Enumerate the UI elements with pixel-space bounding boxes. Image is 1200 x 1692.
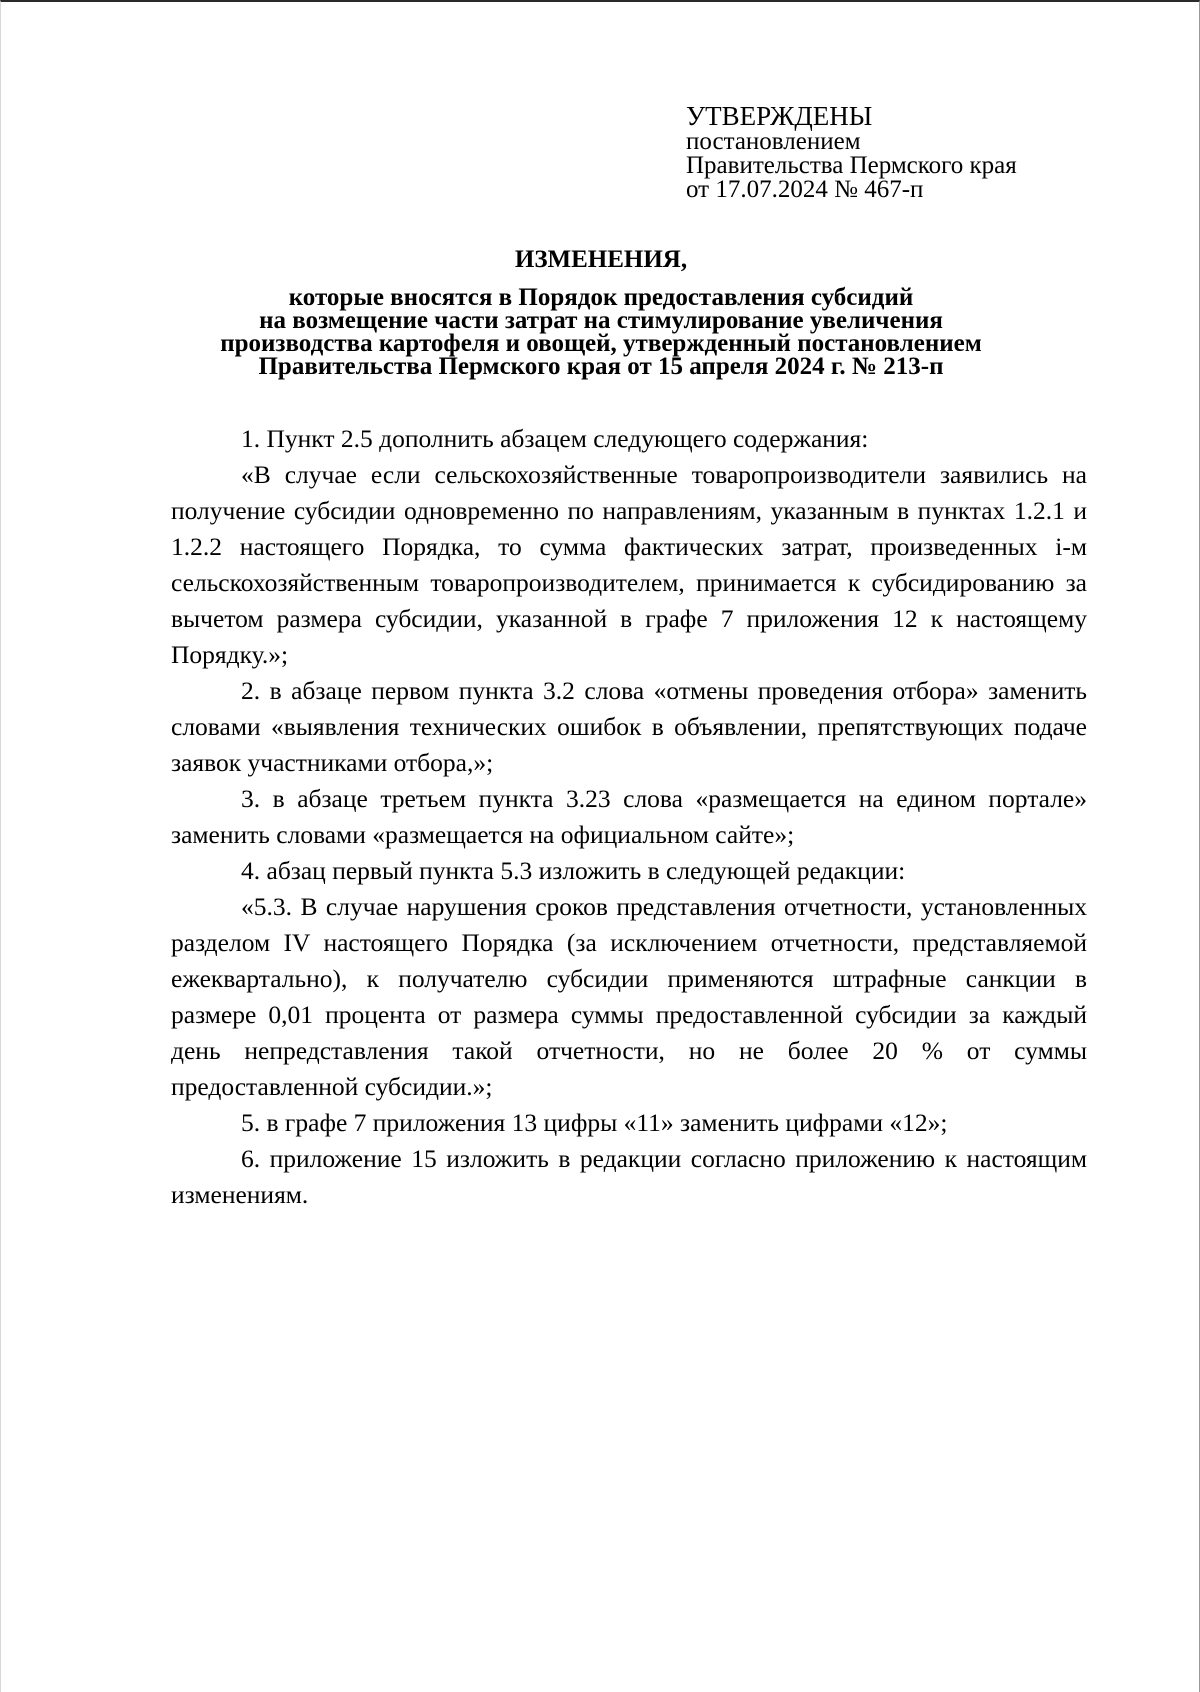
document-title: ИЗМЕНЕНИЯ, xyxy=(514,246,688,273)
paragraph-8: 6. приложение 15 изложить в редакции согласно приложению к настоящим изменениям. xyxy=(171,1144,1087,1209)
paragraph-7: 5. в графе 7 приложения 13 цифры «11» заменить цифрами «12»; xyxy=(241,1108,948,1137)
approval-line-3: от 17.07.2024 № 467-п xyxy=(686,176,924,203)
subtitle-line-2: на возмещение части затрат на стимулирование увеличения xyxy=(259,307,943,334)
paragraph-5: 4. абзац первый пункта 5.3 изложить в следующей редакции: xyxy=(241,856,906,885)
document-body xyxy=(171,421,1087,1213)
approval-line-2: Правительства Пермского края xyxy=(686,152,1017,179)
paragraph-1: 1. Пункт 2.5 дополнить абзацем следующего содержания: xyxy=(241,424,869,453)
approval-stamp xyxy=(686,102,1166,202)
approval-line-1: постановлением xyxy=(686,128,861,155)
paragraph-3: 2. в абзаце первом пункта 3.2 слова «отмены проведения отбора» заменить словами «выявления технических ошибок в объявлении, препятствующих подаче заявок участниками отбора,»; xyxy=(171,676,1087,777)
document-subtitle xyxy=(151,286,1051,378)
paragraph-2: «В случае если сельскохозяйственные товаропроизводители заявились на получение субсидии одновременно по направлениям, указанным в пунктах 1.2.1 и 1.2.2 настоящего Порядка, то сумма фактических затрат, произведенных i-м сельскохозяйственным товаропроизводителем, принимается к субсидированию за вычетом размера субсидии, указанной в графе 7 приложения 12 к настоящему Порядку.»; xyxy=(171,460,1087,669)
approval-title: УТВЕРЖДЕНЫ xyxy=(686,101,873,131)
subtitle-line-4: Правительства Пермского края от 15 апреля 2024 г. № 213-п xyxy=(258,353,944,380)
paragraph-6: «5.3. В случае нарушения сроков представления отчетности, установленных разделом IV настоящего Порядка (за исключением отчетности, представляемой ежеквартально), к получателю субсидии применяются штрафные санкции в размере 0,01 процента от размера суммы предоставленной субсидии за каждый день непредставления такой отчетности, но не более 20 % от суммы предоставленной субсидии.»; xyxy=(171,892,1087,1101)
subtitle-line-3: производства картофеля и овощей, утвержденный постановлением xyxy=(220,330,982,357)
subtitle-line-1: которые вносятся в Порядок предоставления субсидий xyxy=(288,284,914,311)
paragraph-4: 3. в абзаце третьем пункта 3.23 слова «размещается на едином портале» заменить словами «размещается на официальном сайте»; xyxy=(171,784,1087,849)
